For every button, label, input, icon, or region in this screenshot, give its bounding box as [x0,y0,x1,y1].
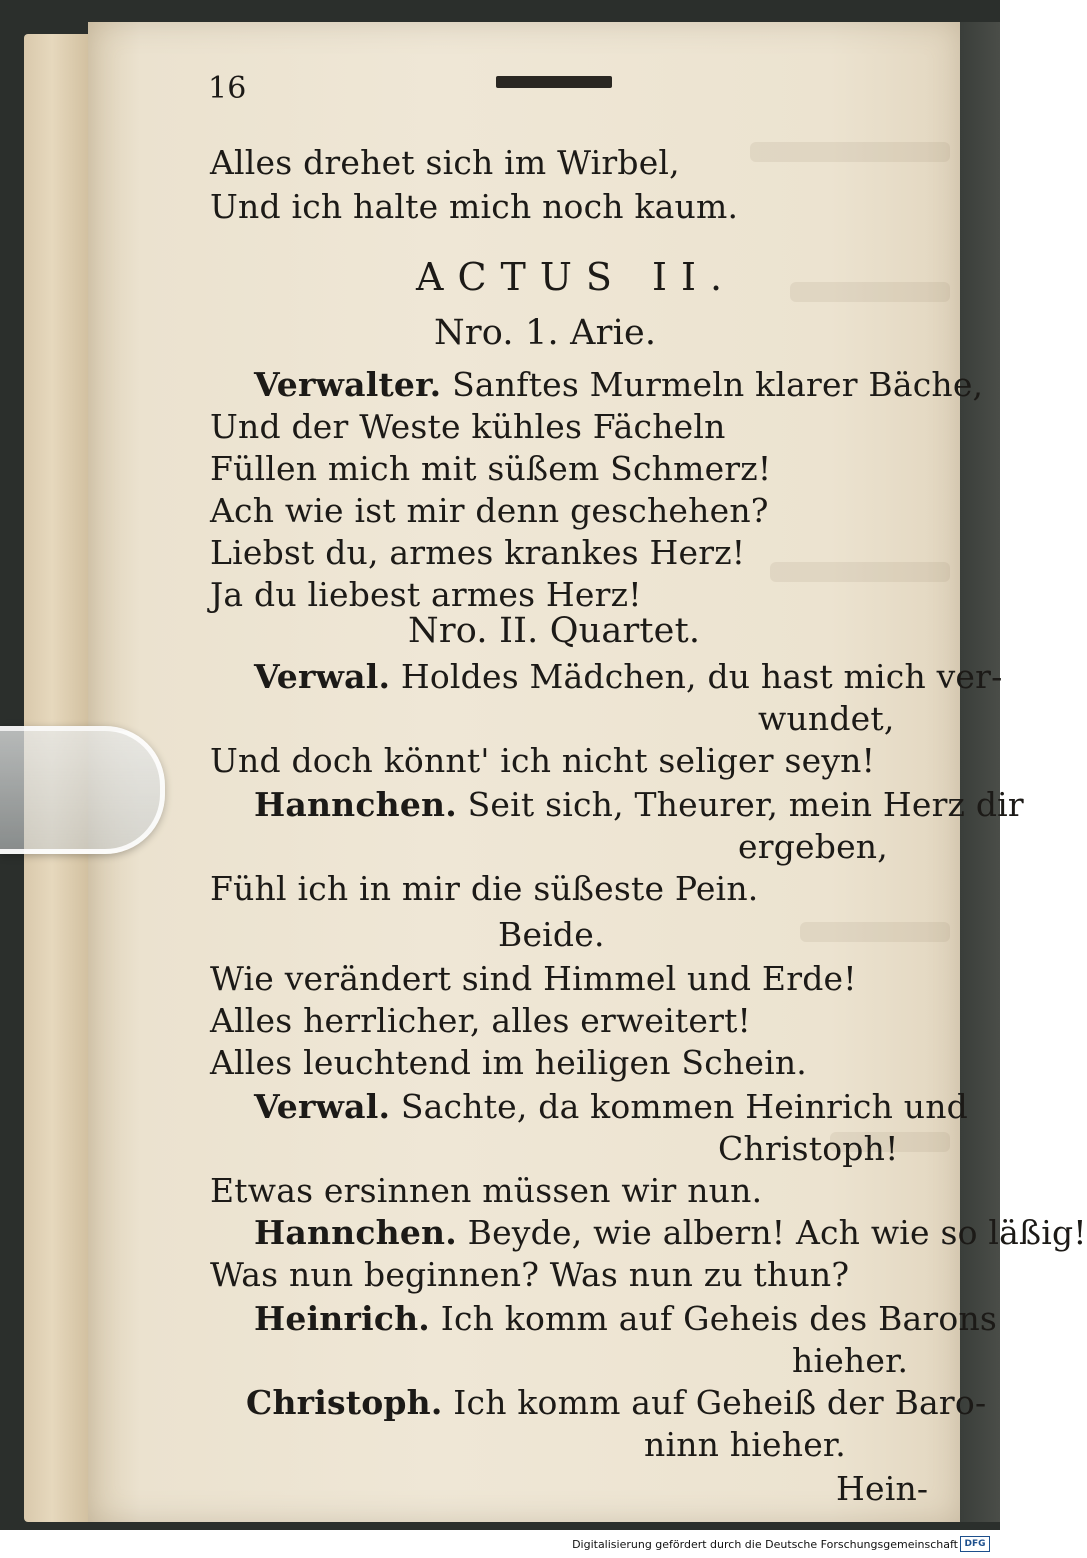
footer-credit: Digitalisierung gefördert durch die Deutsche Forschungsgemeinschaft [572,1538,958,1551]
text-line: Und der Weste kühles Fächeln [210,407,726,446]
page-number: 16 [208,71,247,106]
speech-line [254,1213,1087,1252]
speech-line [254,1299,998,1338]
text-line: wundet, [758,699,895,738]
text-line: Etwas ersinnen müssen wir nun. [210,1171,763,1210]
speaker-name: Verwalter. [254,365,442,404]
text-line: Liebst du, armes krankes Herz! [210,533,746,572]
catchword: Hein- [836,1469,929,1508]
speaker-name: Heinrich. [254,1299,431,1338]
text-line: Was nun beginnen? Was nun zu thun? [210,1255,850,1294]
speaker-name: Christoph. [246,1383,443,1422]
text-line: Alles drehet sich im Wirbel, [210,143,680,182]
line-text: Holdes Mädchen, du hast mich ver- [400,657,1003,696]
line-text: Ich komm auf Geheis des Barons [440,1299,998,1338]
text-line: Und ich halte mich noch kaum. [210,187,739,226]
line-text: Sachte, da kommen Heinrich und [400,1087,968,1126]
bleed-through [750,142,950,162]
bleed-through [790,282,950,302]
text-line: hieher. [792,1341,909,1380]
line-text: Beyde, wie albern! Ach wie so läßig! [467,1213,1087,1252]
dfg-logo: DFG [960,1536,990,1552]
speech-line [246,1383,987,1422]
speech-line [254,1087,968,1126]
facing-page-edge [960,22,1000,1522]
speaker-name: Verwal. [254,1087,391,1126]
page-clip [0,726,165,854]
act-heading: ACTUS II. [416,255,737,299]
text-line: Christoph! [718,1129,899,1168]
text-line: Fühl ich in mir die süßeste Pein. [210,869,759,908]
speaker-name: Verwal. [254,657,391,696]
text-line: ergeben, [738,827,888,866]
bleed-through [770,562,950,582]
line-text: Ich komm auf Geheiß der Baro- [453,1383,987,1422]
speech-line [254,657,1003,696]
bleed-through [800,922,950,942]
speech-line [254,365,984,404]
line-text: Sanftes Murmeln klarer Bäche, [452,365,984,404]
text-line: Und doch könnt' ich nicht seliger seyn! [210,741,876,780]
text-line: Füllen mich mit süßem Schmerz! [210,449,772,488]
text-line: Alles leuchtend im heiligen Schein. [210,1043,807,1082]
text-line: Ja du liebest armes Herz! [210,575,642,614]
text-line: Alles herrlicher, alles erweitert! [210,1001,751,1040]
header-rule [496,76,612,88]
number-heading: Nro. II. Quartet. [408,611,701,651]
text-line: ninn hieher. [644,1425,846,1464]
speaker-name: Hannchen. [254,785,457,824]
number-heading: Nro. 1. Arie. [434,313,657,353]
speaker-name: Hannchen. [254,1213,457,1252]
speech-line [254,785,1024,824]
text-line: Wie verändert sind Himmel und Erde! [210,959,857,998]
speaker-heading: Beide. [498,915,605,954]
line-text: Seit sich, Theurer, mein Herz dir [467,785,1024,824]
text-line: Ach wie ist mir denn geschehen? [210,491,769,530]
